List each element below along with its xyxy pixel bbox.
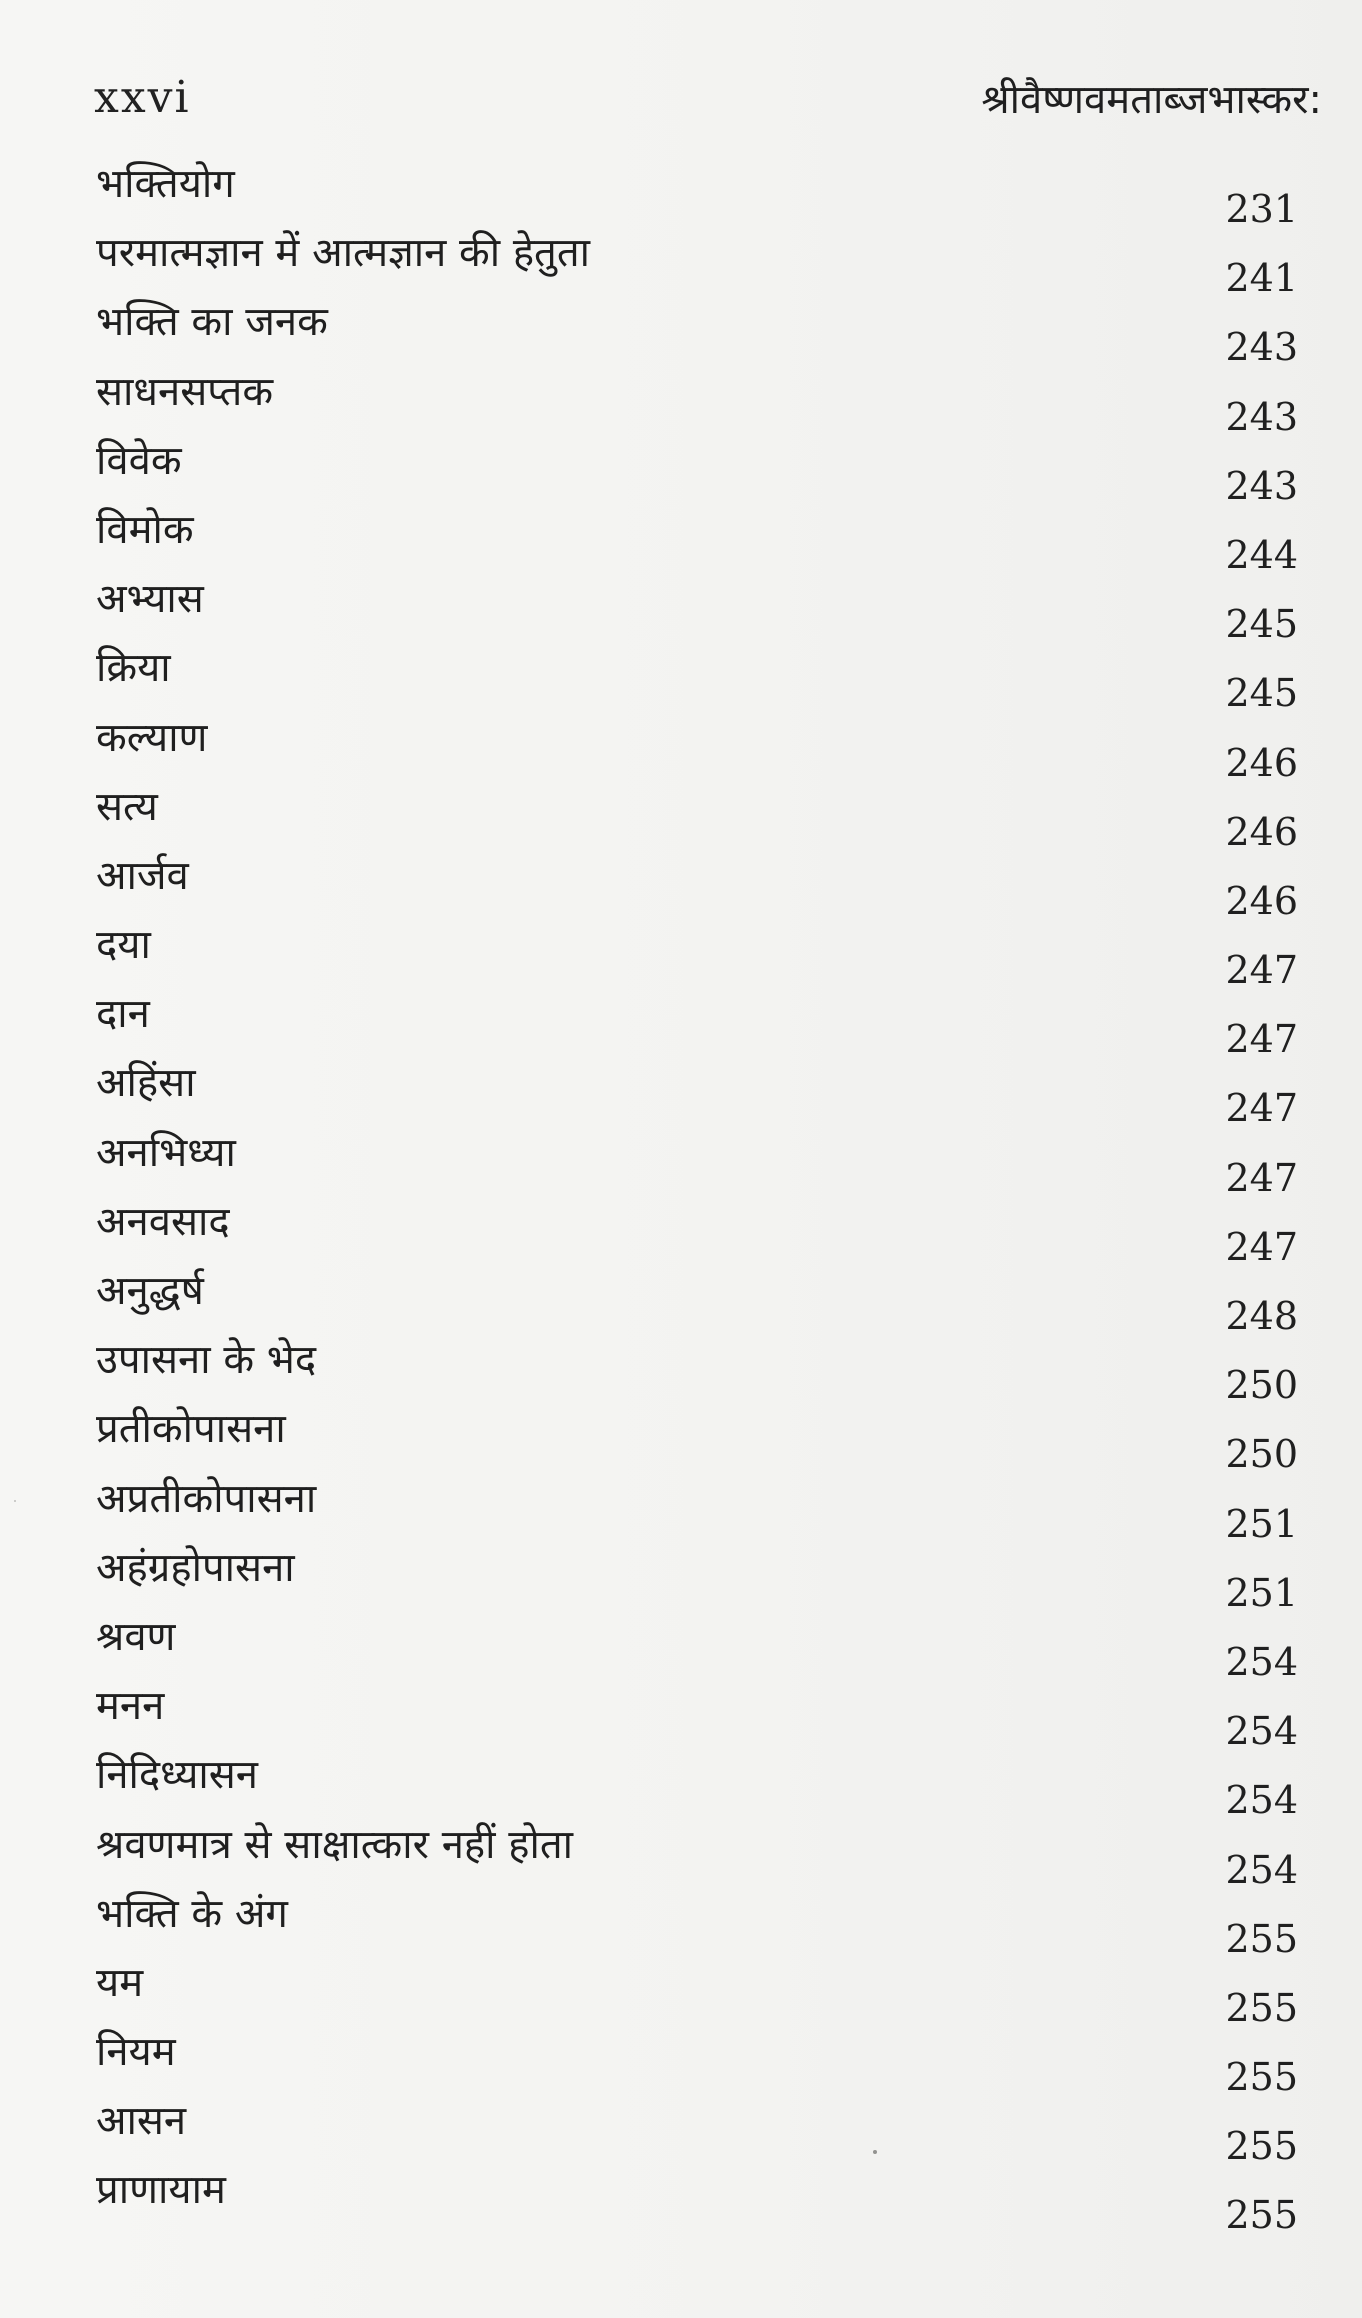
toc-entry xyxy=(96,1821,1298,1892)
entry-title: श्रवण xyxy=(96,1613,176,1660)
entry-page-number: 241 xyxy=(1225,256,1298,301)
toc-entry xyxy=(96,645,1298,716)
entry-page-number: 250 xyxy=(1225,1432,1298,1477)
entry-page-number: 244 xyxy=(1225,532,1298,577)
running-title: श्रीवैष्णवमताब्जभास्कर: xyxy=(981,77,1322,123)
entry-title: प्राणायाम xyxy=(96,2167,226,2214)
entry-title: अनभिध्या xyxy=(96,1129,236,1176)
entry-title: दया xyxy=(96,922,151,969)
entry-page-number: 246 xyxy=(1225,878,1298,923)
toc-entry xyxy=(96,1060,1298,1131)
entry-page-number: 247 xyxy=(1225,1017,1298,1062)
entry-page-number: 255 xyxy=(1225,2055,1298,2100)
table-of-contents xyxy=(96,161,1298,2238)
entry-title: अहंग्रहोपासना xyxy=(96,1544,295,1591)
entry-page-number: 255 xyxy=(1225,2193,1298,2238)
toc-entry xyxy=(96,1959,1298,2030)
entry-page-number: 251 xyxy=(1225,1501,1298,1546)
toc-entry xyxy=(96,852,1298,923)
entry-title: भक्ति का जनक xyxy=(96,299,328,346)
toc-entry xyxy=(96,2098,1298,2169)
entry-page-number: 247 xyxy=(1225,1086,1298,1131)
toc-entry xyxy=(96,368,1298,439)
entry-title: विवेक xyxy=(96,437,182,484)
toc-entry xyxy=(96,991,1298,1062)
entry-title: दान xyxy=(96,991,150,1038)
entry-page-number: 250 xyxy=(1225,1363,1298,1408)
toc-entry xyxy=(96,1129,1298,1200)
toc-entry xyxy=(96,2167,1298,2238)
entry-title: प्रतीकोपासना xyxy=(96,1406,286,1453)
paper-speck xyxy=(873,2150,877,2154)
entry-title: नियम xyxy=(96,2029,176,2076)
entry-page-number: 245 xyxy=(1225,602,1298,647)
entry-page-number: 247 xyxy=(1225,1224,1298,1269)
entry-page-number: 247 xyxy=(1225,1155,1298,1200)
toc-entry xyxy=(96,714,1298,785)
entry-page-number: 247 xyxy=(1225,948,1298,993)
page-header xyxy=(94,70,1322,140)
entry-page-number: 254 xyxy=(1225,1639,1298,1684)
entry-page-number: 246 xyxy=(1225,740,1298,785)
entry-title: साधनसप्तक xyxy=(96,368,274,415)
toc-entry xyxy=(96,1752,1298,1823)
entry-title: परमात्मज्ञान में आत्मज्ञान की हेतुता xyxy=(96,230,591,277)
toc-entry xyxy=(96,506,1298,577)
toc-entry xyxy=(96,299,1298,370)
page-number: xxvi xyxy=(94,72,191,123)
toc-entry xyxy=(96,1683,1298,1754)
entry-title: निदिध्यासन xyxy=(96,1752,258,1799)
toc-entry xyxy=(96,1337,1298,1408)
entry-title: अनुद्धर्ष xyxy=(96,1268,204,1314)
entry-title: मनन xyxy=(96,1683,165,1730)
entry-page-number: 248 xyxy=(1225,1294,1298,1338)
paper-speck xyxy=(14,1500,16,1502)
entry-page-number: 231 xyxy=(1225,187,1298,231)
toc-entry xyxy=(96,161,1298,231)
entry-title: यम xyxy=(96,1959,144,2006)
entry-title: आसन xyxy=(96,2098,187,2145)
entry-title: भक्ति के अंग xyxy=(96,1890,288,1937)
entry-title: अप्रतीकोपासना xyxy=(96,1475,317,1522)
toc-entry xyxy=(96,1406,1298,1477)
toc-entry xyxy=(96,1613,1298,1684)
entry-title: उपासना के भेद xyxy=(96,1337,317,1384)
entry-title: अनवसाद xyxy=(96,1198,230,1245)
entry-title: आर्जव xyxy=(96,852,189,899)
entry-page-number: 254 xyxy=(1225,1709,1298,1754)
entry-page-number: 246 xyxy=(1225,809,1298,854)
entry-title: क्रिया xyxy=(96,645,171,692)
entry-page-number: 254 xyxy=(1225,1778,1298,1823)
entry-page-number: 255 xyxy=(1225,2124,1298,2169)
entry-title: विमोक xyxy=(96,506,194,553)
entry-title: भक्तियोग xyxy=(96,161,235,207)
toc-entry xyxy=(96,437,1298,508)
entry-title: अहिंसा xyxy=(96,1060,196,1107)
toc-entry xyxy=(96,230,1298,301)
entry-title: अभ्यास xyxy=(96,576,204,623)
toc-entry xyxy=(96,2029,1298,2100)
toc-entry xyxy=(96,783,1298,854)
toc-entry xyxy=(96,1890,1298,1961)
entry-page-number: 255 xyxy=(1225,1985,1298,2030)
toc-entry xyxy=(96,576,1298,647)
entry-page-number: 254 xyxy=(1225,1847,1298,1892)
entry-page-number: 243 xyxy=(1225,463,1298,508)
toc-entry xyxy=(96,1544,1298,1615)
toc-entry xyxy=(96,1268,1298,1338)
toc-entry xyxy=(96,922,1298,993)
entry-page-number: 243 xyxy=(1225,394,1298,439)
entry-page-number: 243 xyxy=(1225,325,1298,370)
toc-entry xyxy=(96,1475,1298,1546)
entry-page-number: 255 xyxy=(1225,1916,1298,1961)
toc-entry xyxy=(96,1198,1298,1269)
entry-page-number: 251 xyxy=(1225,1570,1298,1615)
entry-title: सत्य xyxy=(96,783,158,830)
entry-page-number: 245 xyxy=(1225,671,1298,716)
entry-title: श्रवणमात्र से साक्षात्कार नहीं होता xyxy=(96,1821,573,1868)
entry-title: कल्याण xyxy=(96,714,208,761)
